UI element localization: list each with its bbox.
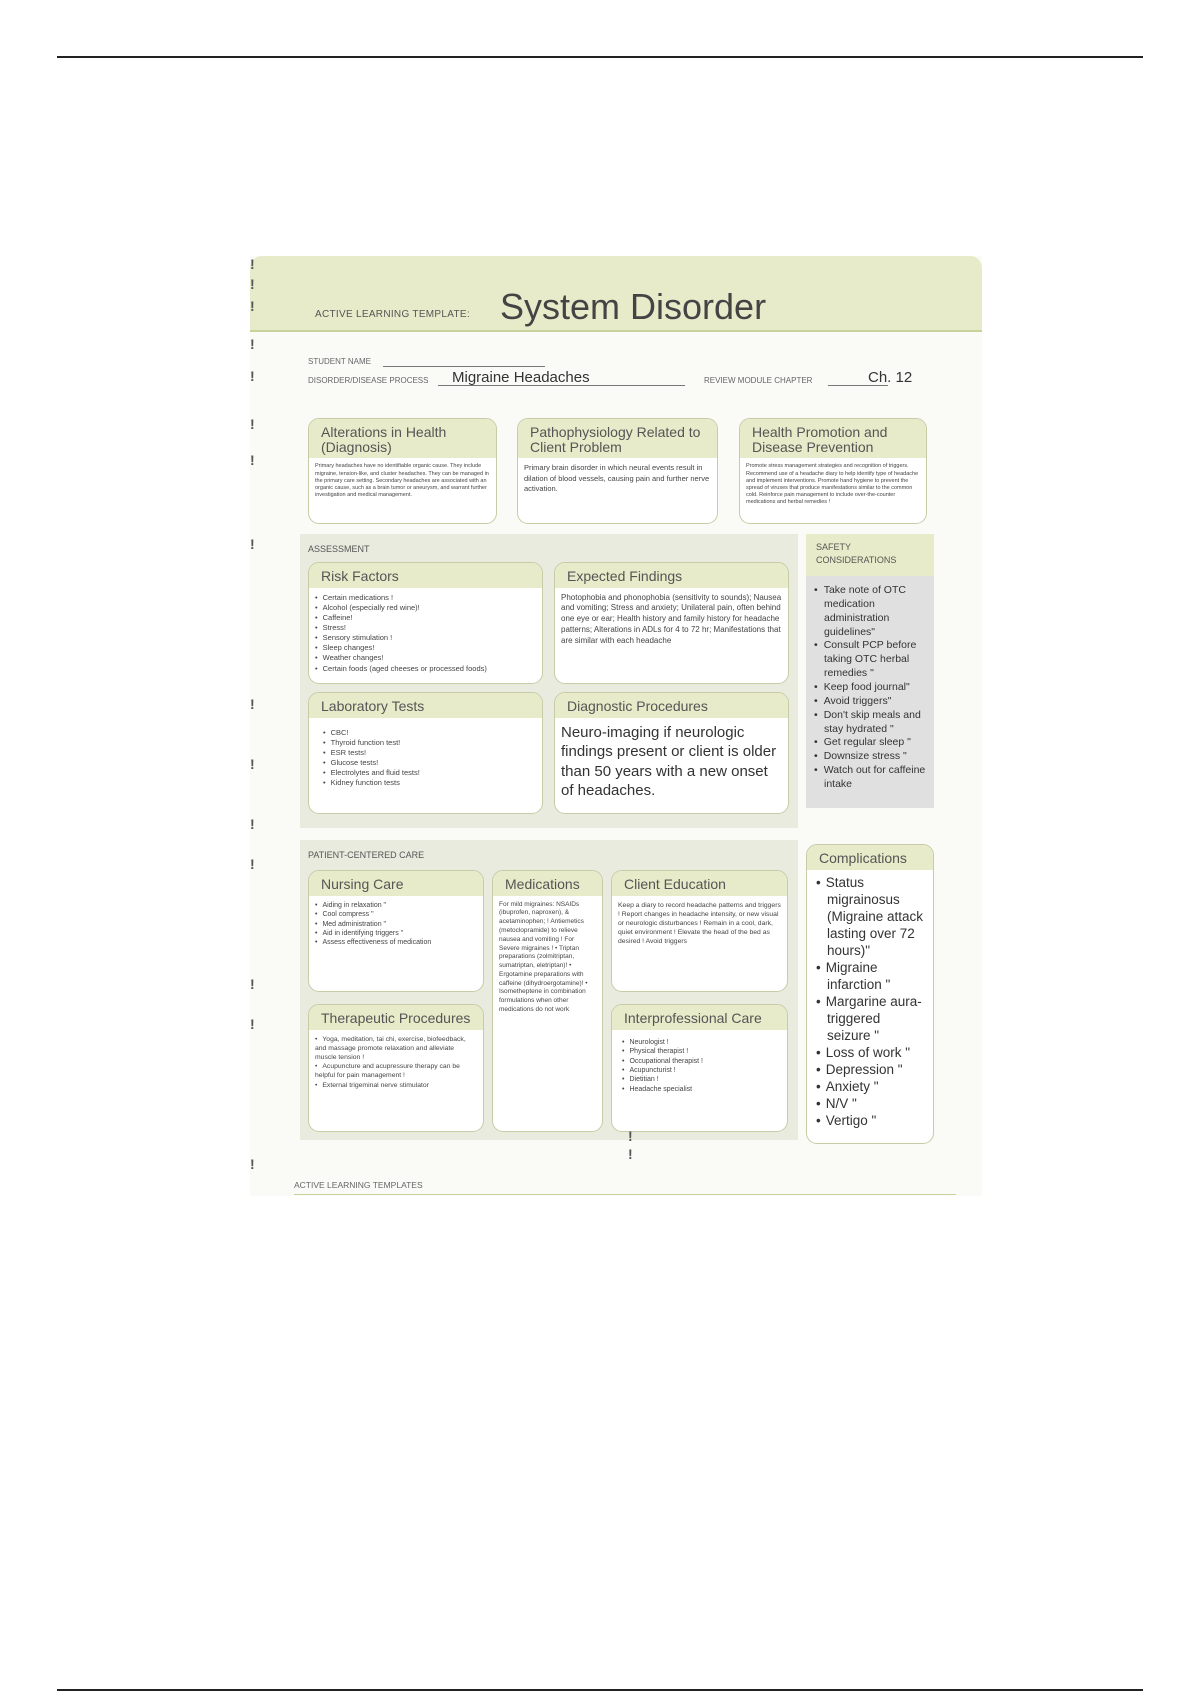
list-item: • Alcohol (especially red wine)! — [315, 603, 536, 613]
expected-findings-body: Photophobia and phonophobia (sensitivity to sounds); Nausea and vomiting; Stress and anxiety; Unilateral pain, often behind one eye or ear; Health history and family history for headache patterns; Alterations in ADLs for 4 to 72 hr; Manifestations that are similar with each headache — [561, 592, 782, 645]
list-item: • Sleep changes! — [315, 643, 536, 653]
client-education-title: Client Education — [612, 871, 787, 896]
list-item: • Don't skip meals and stay hydrated " — [812, 709, 930, 737]
list-item: • Headache specialist — [622, 1085, 777, 1094]
margin-mark: ! — [628, 1146, 633, 1162]
risk-factors-list — [309, 588, 542, 679]
medications-box — [492, 870, 603, 1132]
chapter-value: Ch. 12 — [868, 369, 913, 386]
client-education-body: Keep a diary to record headache patterns and triggers ! Report changes in headache intensity, or new visual or neurologic disturbances ! Remain in a cool, dark, quiet environment ! Elevate the head of the bed as desired ! Avoid triggers — [618, 901, 781, 946]
margin-mark: ! — [250, 756, 255, 772]
interprofessional-care-box — [611, 1004, 788, 1132]
margin-mark: ! — [250, 298, 255, 314]
margin-mark: ! — [250, 696, 255, 712]
list-item: • Avoid triggers" — [812, 695, 930, 709]
alterations-body: Primary headaches have no identifiable organic cause. They include migraine, tension-like, and cluster headaches. They can be managed in the primary care setting. Secondary headaches are associated with an organic cause, such as a brain tumor or aneurysm, and warrant further investigation and medical management. — [315, 463, 489, 498]
list-item: • Vertigo " — [815, 1112, 925, 1129]
list-item: • Physical therapist ! — [622, 1047, 777, 1056]
list-item: • Loss of work " — [815, 1044, 925, 1061]
medications-title: Medications — [493, 871, 602, 896]
margin-mark: ! — [250, 816, 255, 832]
therapeutic-procedures-list — [309, 1030, 483, 1095]
nursing-care-list — [309, 896, 483, 953]
list-item: • Cool compress " — [315, 910, 477, 919]
student-name-line — [383, 366, 545, 367]
page-title: System Disorder — [500, 286, 767, 327]
complications-list — [807, 870, 933, 1133]
list-item: • Anxiety " — [815, 1078, 925, 1095]
list-item: • Certain medications ! — [315, 593, 536, 603]
health-promotion-body: Promote stress management strategies and recognition of triggers. Recommend use of a headache diary to help identify type of headache and implement interventions. Promote hand hygiene to prevent the spread of viruses that produce manifestations similar to the common cold. Reinforce pain management to include over-the-counter medications and herbal remedies ! — [746, 463, 919, 506]
margin-mark: ! — [250, 416, 255, 432]
template-sheet — [250, 256, 982, 1196]
client-education-box — [611, 870, 788, 992]
margin-mark: ! — [628, 1128, 633, 1144]
list-item: • Med administration " — [315, 920, 477, 929]
margin-mark: ! — [250, 336, 255, 352]
margin-mark: ! — [250, 1156, 255, 1172]
alterations-box — [308, 418, 497, 524]
list-item: • Downsize stress " — [812, 750, 930, 764]
list-item: • Sensory stimulation ! — [315, 633, 536, 643]
footer-rule — [294, 1194, 956, 1195]
pathophysiology-body: Primary brain disorder in which neural events result in dilation of blood vessels, causing pain and further nerve activation. — [524, 463, 710, 493]
list-item: • Aiding in relaxation " — [315, 901, 477, 910]
list-item: • Status migrainosus (Migraine attack lasting over 72 hours)" — [815, 874, 925, 959]
list-item: • Migraine infarction " — [815, 959, 925, 993]
safety-title: SAFETY CONSIDERATIONS — [806, 534, 934, 576]
list-item: • Take note of OTC medication administration guidelines" — [812, 584, 930, 639]
laboratory-tests-list — [309, 718, 542, 799]
student-name-label: STUDENT NAME — [308, 357, 371, 366]
interprofessional-care-title: Interprofessional Care — [612, 1005, 787, 1030]
list-item: • Weather changes! — [315, 653, 536, 663]
list-item: • Margarine aura-triggered seizure " — [815, 993, 925, 1044]
margin-mark: ! — [250, 536, 255, 552]
margin-mark: ! — [250, 856, 255, 872]
laboratory-tests-box — [308, 692, 543, 814]
interprofessional-care-list — [612, 1030, 787, 1103]
expected-findings-box — [554, 562, 789, 684]
page-bottom-rule — [57, 1689, 1143, 1691]
list-item: • Certain foods (aged cheeses or processed foods) — [315, 664, 536, 674]
list-item: • Yoga, meditation, tai chi, exercise, biofeedback, and massage promote relaxation and alleviate muscle tension ! — [315, 1035, 477, 1063]
list-item: • Caffeine! — [315, 613, 536, 623]
list-item: • Assess effectiveness of medication — [315, 938, 477, 947]
risk-factors-box — [308, 562, 543, 684]
margin-mark: ! — [250, 452, 255, 468]
margin-mark: ! — [250, 1016, 255, 1032]
safety-list — [812, 584, 930, 792]
diagnostic-procedures-title: Diagnostic Procedures — [555, 693, 788, 718]
list-item: • Thyroid function test! — [323, 738, 528, 748]
alterations-title: Alterations in Health (Diagnosis) — [309, 419, 496, 458]
diagnostic-procedures-box — [554, 692, 789, 814]
list-item: • Keep food journal" — [812, 681, 930, 695]
margin-mark: ! — [250, 976, 255, 992]
list-item: • Consult PCP before taking OTC herbal remedies " — [812, 639, 930, 681]
list-item: • N/V " — [815, 1095, 925, 1112]
list-item: • Aid in identifying triggers " — [315, 929, 477, 938]
complications-title: Complications — [807, 845, 933, 870]
nursing-care-box — [308, 870, 484, 992]
margin-mark: ! — [250, 276, 255, 292]
health-promotion-box — [739, 418, 927, 524]
diagnostic-procedures-body: Neuro-imaging if neurologic findings present or client is older than 50 years with a new onset of headaches. — [561, 723, 777, 800]
expected-findings-title: Expected Findings — [555, 563, 788, 588]
disorder-value: Migraine Headaches — [452, 369, 590, 386]
margin-mark: ! — [250, 256, 255, 272]
list-item: • Depression " — [815, 1061, 925, 1078]
chapter-label: REVIEW MODULE CHAPTER — [704, 376, 813, 385]
list-item: • Stress! — [315, 623, 536, 633]
assessment-title: ASSESSMENT — [308, 544, 370, 554]
list-item: • Acupuncture and acupressure therapy can be helpful for pain management ! — [315, 1062, 477, 1080]
list-item: • ESR tests! — [323, 748, 528, 758]
complications-box — [806, 844, 934, 1144]
template-header — [250, 256, 982, 332]
list-item: • CBC! — [323, 728, 528, 738]
therapeutic-procedures-title: Therapeutic Procedures — [309, 1005, 483, 1030]
list-item: • Glucose tests! — [323, 758, 528, 768]
risk-factors-title: Risk Factors — [309, 563, 542, 588]
laboratory-tests-title: Laboratory Tests — [309, 693, 542, 718]
nursing-care-title: Nursing Care — [309, 871, 483, 896]
health-promotion-title: Health Promotion and Disease Prevention — [740, 419, 926, 458]
therapeutic-procedures-box — [308, 1004, 484, 1132]
list-item: • Get regular sleep " — [812, 736, 930, 750]
list-item: • Neurologist ! — [622, 1038, 777, 1047]
footer-label: ACTIVE LEARNING TEMPLATES — [294, 1180, 423, 1190]
disorder-label: DISORDER/DISEASE PROCESS — [308, 376, 429, 385]
list-item: • Kidney function tests — [323, 778, 528, 788]
list-item: • Acupuncturist ! — [622, 1066, 777, 1075]
list-item: • Watch out for caffeine intake — [812, 764, 930, 792]
template-label: ACTIVE LEARNING TEMPLATE: — [315, 309, 470, 320]
pathophysiology-box — [517, 418, 718, 524]
list-item: • External trigeminal nerve stimulator — [315, 1081, 477, 1090]
patient-care-title: PATIENT-CENTERED CARE — [308, 850, 425, 860]
margin-mark: ! — [250, 368, 255, 384]
medications-body: For mild migraines: NSAIDs (ibuprofen, naproxen), & acetaminophen; ! Antiemetics (metoclopramide) to relieve nausea and vomiting ! For Severe migraines ! • Triptan preparations (zolmitriptan, sumatriptan, eletriptan)! • Ergotamine preparations with caffeine (dihydroergotamine)! • Isometheptene in combination formulations when other medications do not work — [499, 900, 588, 1013]
page-top-rule — [57, 56, 1143, 58]
list-item: • Dietitian ! — [622, 1075, 777, 1084]
pathophysiology-title: Pathophysiology Related to Client Problem — [518, 419, 717, 458]
list-item: • Electrolytes and fluid tests! — [323, 768, 528, 778]
list-item: • Occupational therapist ! — [622, 1057, 777, 1066]
